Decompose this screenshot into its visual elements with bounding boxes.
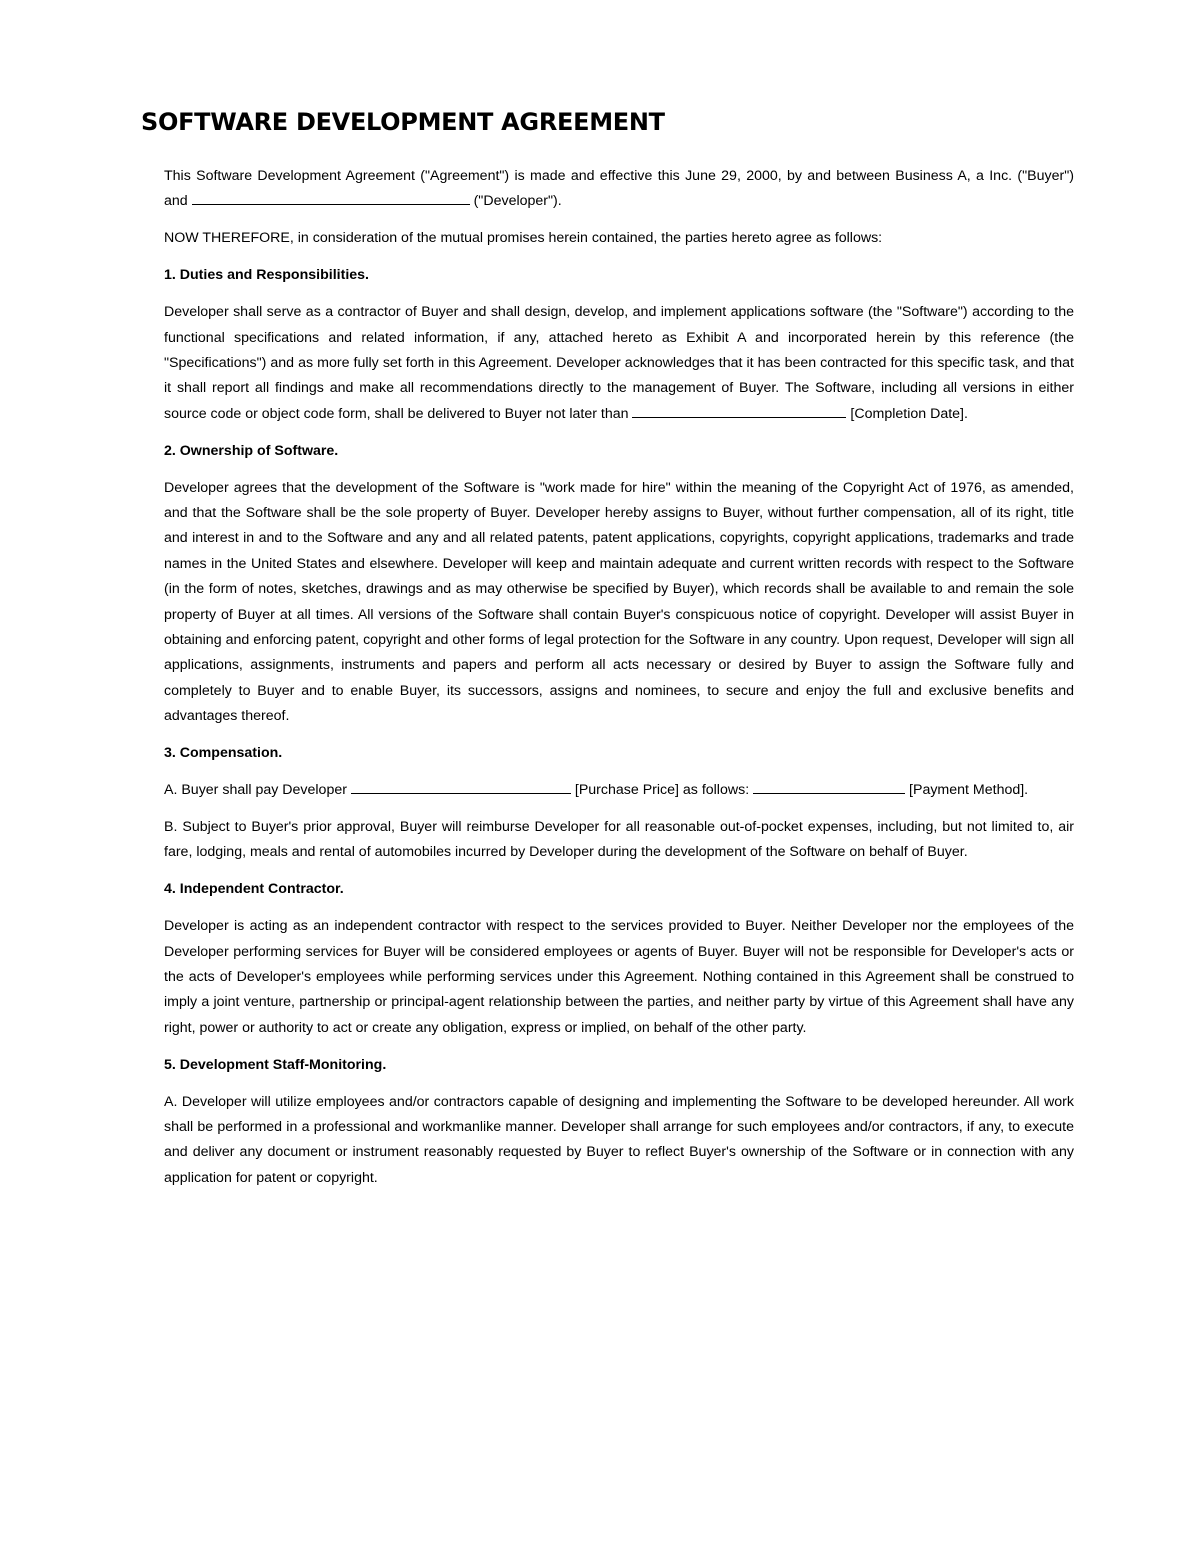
- completion-date-blank: [632, 405, 846, 418]
- intro-text-end: ("Developer").: [473, 193, 562, 210]
- section-heading-staff-monitoring: 5. Development Staff-Monitoring.: [164, 1056, 387, 1073]
- section-heading-independent-contractor: 4. Independent Contractor.: [164, 881, 344, 898]
- ownership-paragraph: Developer agrees that the development of the Software is "work made for hire" within the meaning of the Copyright Act of 1976, as amended, and that the Software shall be the sole property of Buyer. Developer hereby assigns to Buyer, without further compensation, all of its right, title and interest in and to the Software and any and all related patents, patent applications, copyrights, copyright applications, trademarks and trade names in the United States and elsewhere. Developer will keep and maintain adequate and current written records with respect to the Software (in the form of notes, sketches, drawings and as may otherwise be specified by Buyer), which records shall be available to and remain the sole property of Buyer at all times. All versions of the Software shall contain Buyer's conspicuous notice of copyright. Developer will assist Buyer in obtaining and enforcing patent, copyright and other forms of legal protection for the Software in any country. Upon request, Developer will sign all applications, assignments, instruments and papers and perform all acts necessary or desired by Buyer to assign the Software fully and completely to Buyer and to enable Buyer, its successors, assigns and nominees, to secure and enjoy the full and exclusive benefits and advantages thereof.: [164, 479, 1074, 725]
- payment-method-label: [Payment Method].: [909, 782, 1029, 799]
- compensation-a-text: A. Buyer shall pay Developer: [164, 782, 347, 799]
- intro-paragraph: [164, 164, 1074, 215]
- purchase-price-blank: [351, 781, 571, 794]
- now-therefore-paragraph: NOW THEREFORE, in consideration of the mutual promises herein contained, the parties hereto agree as follows:: [164, 230, 883, 247]
- section-heading-ownership: 2. Ownership of Software.: [164, 442, 339, 459]
- compensation-paragraph-a: [164, 778, 1074, 803]
- independent-contractor-paragraph: Developer is acting as an independent contractor with respect to the services provided to Buyer. Neither Developer nor the employees of the Developer performing services for Buyer will be considered employees or agents of Buyer. Buyer will not be responsible for Developer's acts or the acts of Developer's employees while performing services under this Agreement. Nothing contained in this Agreement shall be construed to imply a joint venture, partnership or principal-agent relationship between the parties, and neither party by virtue of this Agreement shall have any right, power or authority to act or create any obligation, express or implied, on behalf of the other party.: [164, 918, 1074, 1036]
- completion-date-label: [Completion Date].: [850, 405, 968, 422]
- staff-monitoring-paragraph-a: A. Developer will utilize employees and/or contractors capable of designing and implementing the Software to be developed hereunder. All work shall be performed in a professional and workmanlike manner. Developer shall arrange for such employees and/or contractors, if any, to execute and deliver any document or instrument reasonably requested by Buyer to reflect Buyer's ownership of the Software or in connection with any application for patent or copyright.: [164, 1093, 1074, 1186]
- duties-text: Developer shall serve as a contractor of Buyer and shall design, develop, and implement applications software (the "Software") according to the functional specifications and related information, if any, attached hereto as Exhibit A and incorporated herein by this reference (the "Specifications") and as more fully set forth in this Agreement. Developer acknowledges that it has been contracted for this specific task, and that it shall report all findings and make all recommendations directly to the management of Buyer. The Software, including all versions in either source code or object code form, shall be delivered to Buyer not later than: [164, 304, 1074, 422]
- document-body: [164, 164, 1074, 1203]
- section-heading-compensation: 3. Compensation.: [164, 745, 283, 762]
- duties-paragraph: [164, 300, 1074, 427]
- purchase-price-label: [Purchase Price] as follows:: [574, 782, 750, 799]
- compensation-paragraph-b: B. Subject to Buyer's prior approval, Buyer will reimburse Developer for all reasonable out-of-pocket expenses, including, but not limited to, air fare, lodging, meals and rental of automobiles incurred by Developer during the development of the Software on behalf of Buyer.: [164, 818, 1074, 861]
- payment-method-blank: [753, 781, 905, 794]
- developer-name-blank: [192, 192, 470, 205]
- intro-text-start: This Software Development Agreement ("Agreement") is made and effective this June 29, 2000, by and between Business A, a Inc. ("Buyer") and: [164, 168, 1074, 210]
- document-title: SOFTWARE DEVELOPMENT AGREEMENT: [141, 108, 665, 136]
- section-heading-duties: 1. Duties and Responsibilities.: [164, 267, 369, 284]
